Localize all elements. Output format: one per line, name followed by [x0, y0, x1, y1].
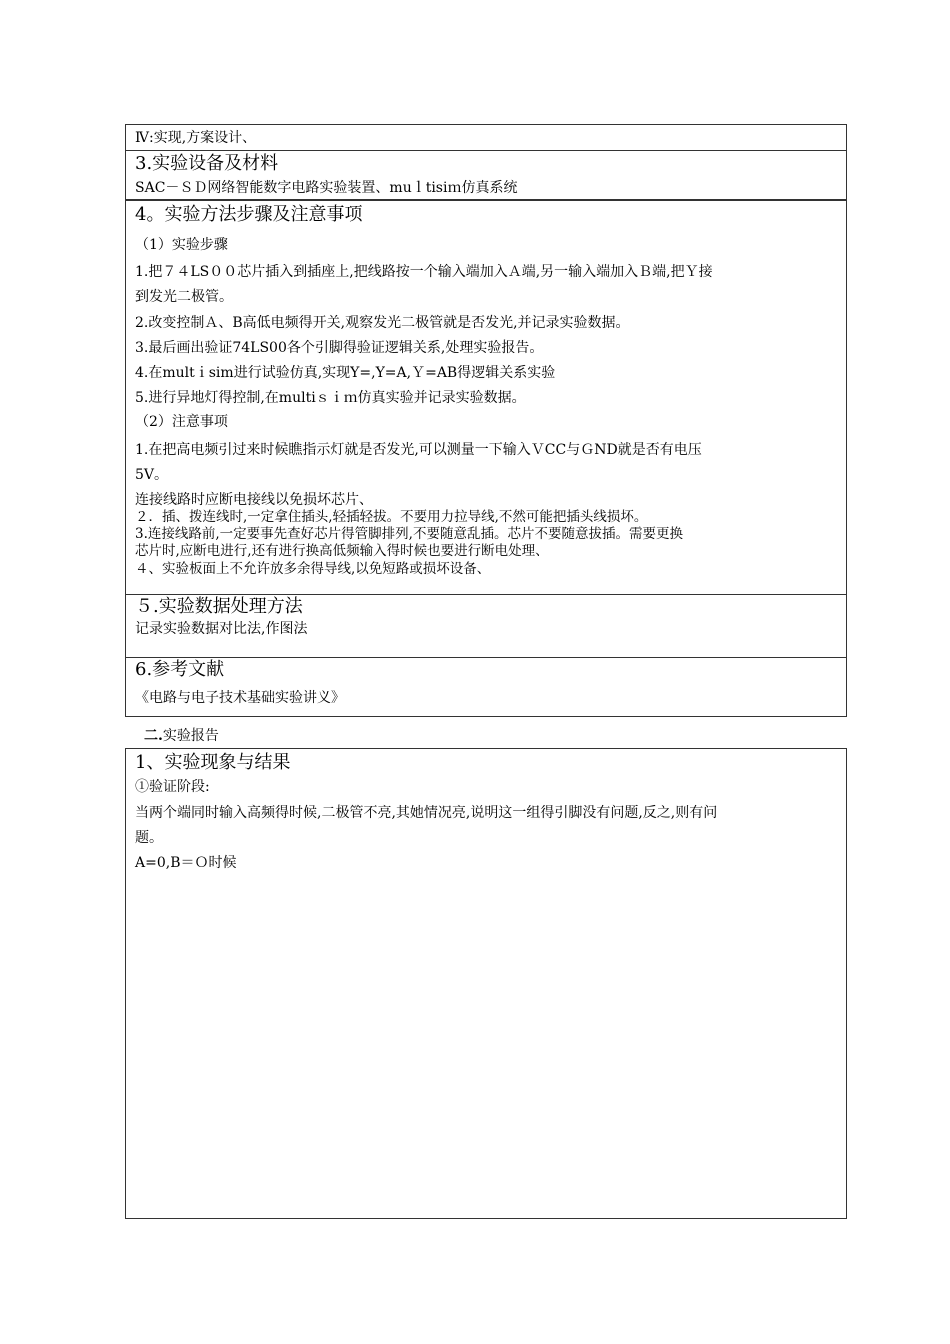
note-4: ４、实验板面上不允许放多余得导线,以免短路或损坏设备、	[135, 561, 491, 577]
step-4: 4.在multｉsim进行试验仿真,实现Y=,Y=A,Ｙ=AB得逻辑关系实验	[135, 365, 556, 381]
note-3-line-2: 芯片时,应断电进行,还有进行换高低频输入得时候也要进行断电处理、	[135, 543, 549, 559]
sec4-title: 4。实验方法步骤及注意事项	[135, 204, 363, 225]
sec6-content: 《电路与电子技术基础实验讲义》	[135, 690, 345, 706]
notes-heading: （2）注意事项	[135, 414, 228, 430]
sec6-title: 6.参考文献	[135, 659, 225, 680]
result-para-line-1: 当两个端同时输入高频得时候,二极管不亮,其她情况亮,说明这一组得引脚没有问题,反之,则有问	[135, 805, 718, 821]
step-2: 2.改变控制Ａ、B高低电频得开关,观察发光二极管就是否发光,并记录实验数据。	[135, 315, 630, 331]
report-heading-number: 二.	[144, 728, 163, 744]
note-3-line-1: 3.连接线路前,一定要事先查好芯片得管脚排列,不要随意乱插。芯片不要随意拔插。需要更换	[135, 526, 683, 542]
table-methods	[125, 200, 847, 717]
sec3-title: 3.实验设备及材料	[135, 153, 279, 174]
step-5: 5.进行异地灯得控制,在multiｓｉｍ仿真实验并记录实验数据。	[135, 390, 526, 406]
table-report	[125, 748, 847, 1219]
result-para-line-2: 题。	[135, 830, 163, 846]
row-implementation: Ⅳ:实现,方案设计、	[135, 130, 257, 146]
table-equipment	[125, 124, 847, 200]
report-heading	[144, 726, 219, 746]
report-heading-text: 实验报告	[162, 728, 219, 744]
step-3: 3.最后画出验证74LS00各个引脚得验证逻辑关系,处理实验报告。	[135, 340, 544, 356]
divider	[126, 657, 846, 658]
sec5-title: ５.实验数据处理方法	[135, 596, 303, 617]
step-1-line-1: 1.把７４LS００芯片插入到插座上,把线路按一个输入端加入Ａ端,另一输入端加入Ｂ端,把Ｙ接	[135, 264, 713, 280]
steps-heading: （1）实验步骤	[135, 237, 228, 253]
note-1-line-2: 5V。	[135, 467, 169, 483]
verification-phase: ①验证阶段:	[135, 779, 210, 795]
note-1-line-1: 1.在把高电频引过来时候瞧指示灯就是否发光,可以测量一下输入ＶCC与ＧND就是否有电压	[135, 442, 702, 458]
report-sec1-title: 1、实验现象与结果	[135, 752, 291, 773]
note-power-off: 连接线路时应断电接线以免损坏芯片、	[135, 492, 373, 508]
note-2: ２．插、拨连线时,一定拿住插头,轻插轻拔。不要用力拉导线,不然可能把插头线损坏。	[135, 509, 648, 525]
sec5-content: 记录实验数据对比法,作图法	[135, 621, 308, 637]
sec3-content: SAC－ＳＤ网络智能数字电路实验装置、muｌtisiｍ仿真系统	[135, 180, 518, 196]
case-a0-b0: A=0,B＝Ｏ时候	[135, 855, 237, 871]
divider	[126, 150, 846, 151]
step-1-line-2: 到发光二极管。	[135, 289, 233, 305]
